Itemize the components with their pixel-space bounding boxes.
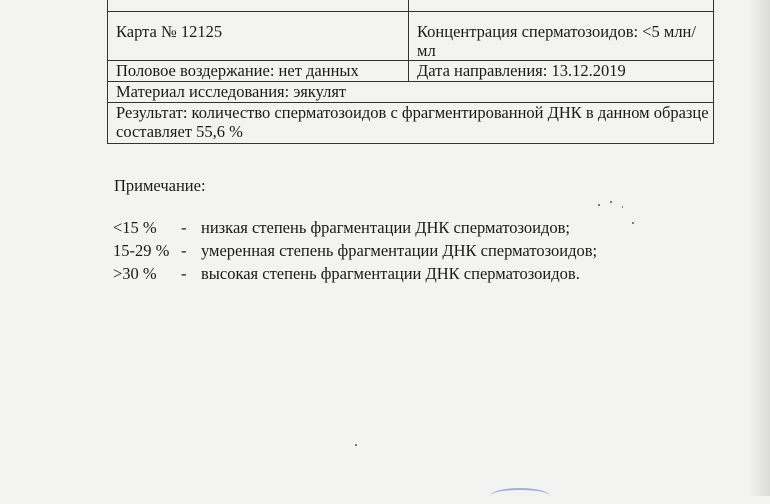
scale-dash: - bbox=[181, 218, 187, 237]
paper-speck bbox=[355, 444, 357, 446]
result-cell: Результат: количество сперматозоидов с фрагментированной ДНК в данном образце составляет 55,6 % bbox=[108, 103, 714, 144]
scale-row-moderate bbox=[113, 239, 597, 262]
paper-speck bbox=[632, 222, 634, 224]
scale-row-high bbox=[113, 262, 597, 285]
analysis-info-table bbox=[107, 0, 714, 144]
scale-range: 15-29 % bbox=[113, 241, 170, 260]
material-cell: Материал исследования: эякулят bbox=[108, 82, 714, 103]
table-top-cell-left bbox=[108, 0, 409, 12]
scale-description: низкая степень фрагментации ДНК сперматозоидов; bbox=[201, 218, 571, 237]
note-title: Примечание: bbox=[114, 176, 206, 195]
abstinence-cell: Половое воздержание: нет данных bbox=[108, 61, 409, 82]
page-shadow bbox=[748, 0, 770, 496]
scale-description: умеренная степень фрагментации ДНК сперматозоидов; bbox=[201, 241, 598, 260]
referral-date-cell: Дата направления: 13.12.2019 bbox=[409, 61, 714, 82]
scale-dash: - bbox=[181, 264, 187, 283]
paper-speck bbox=[622, 206, 623, 208]
concentration-cell: Концентрация сперматозоидов: <5 млн/мл bbox=[409, 12, 714, 61]
scale-description: высокая степень фрагментации ДНК сперматозоидов. bbox=[201, 264, 580, 283]
stamp-edge bbox=[490, 488, 550, 504]
fragmentation-scale bbox=[113, 216, 597, 285]
paper-speck bbox=[598, 204, 600, 206]
scale-row-low bbox=[113, 216, 597, 239]
scale-range: <15 % bbox=[113, 218, 157, 237]
scale-range: >30 % bbox=[113, 264, 157, 283]
paper-speck bbox=[610, 201, 612, 203]
card-number-cell: Карта № 12125 bbox=[108, 12, 409, 61]
scale-dash: - bbox=[181, 241, 187, 260]
table-top-cell-right bbox=[409, 0, 714, 12]
